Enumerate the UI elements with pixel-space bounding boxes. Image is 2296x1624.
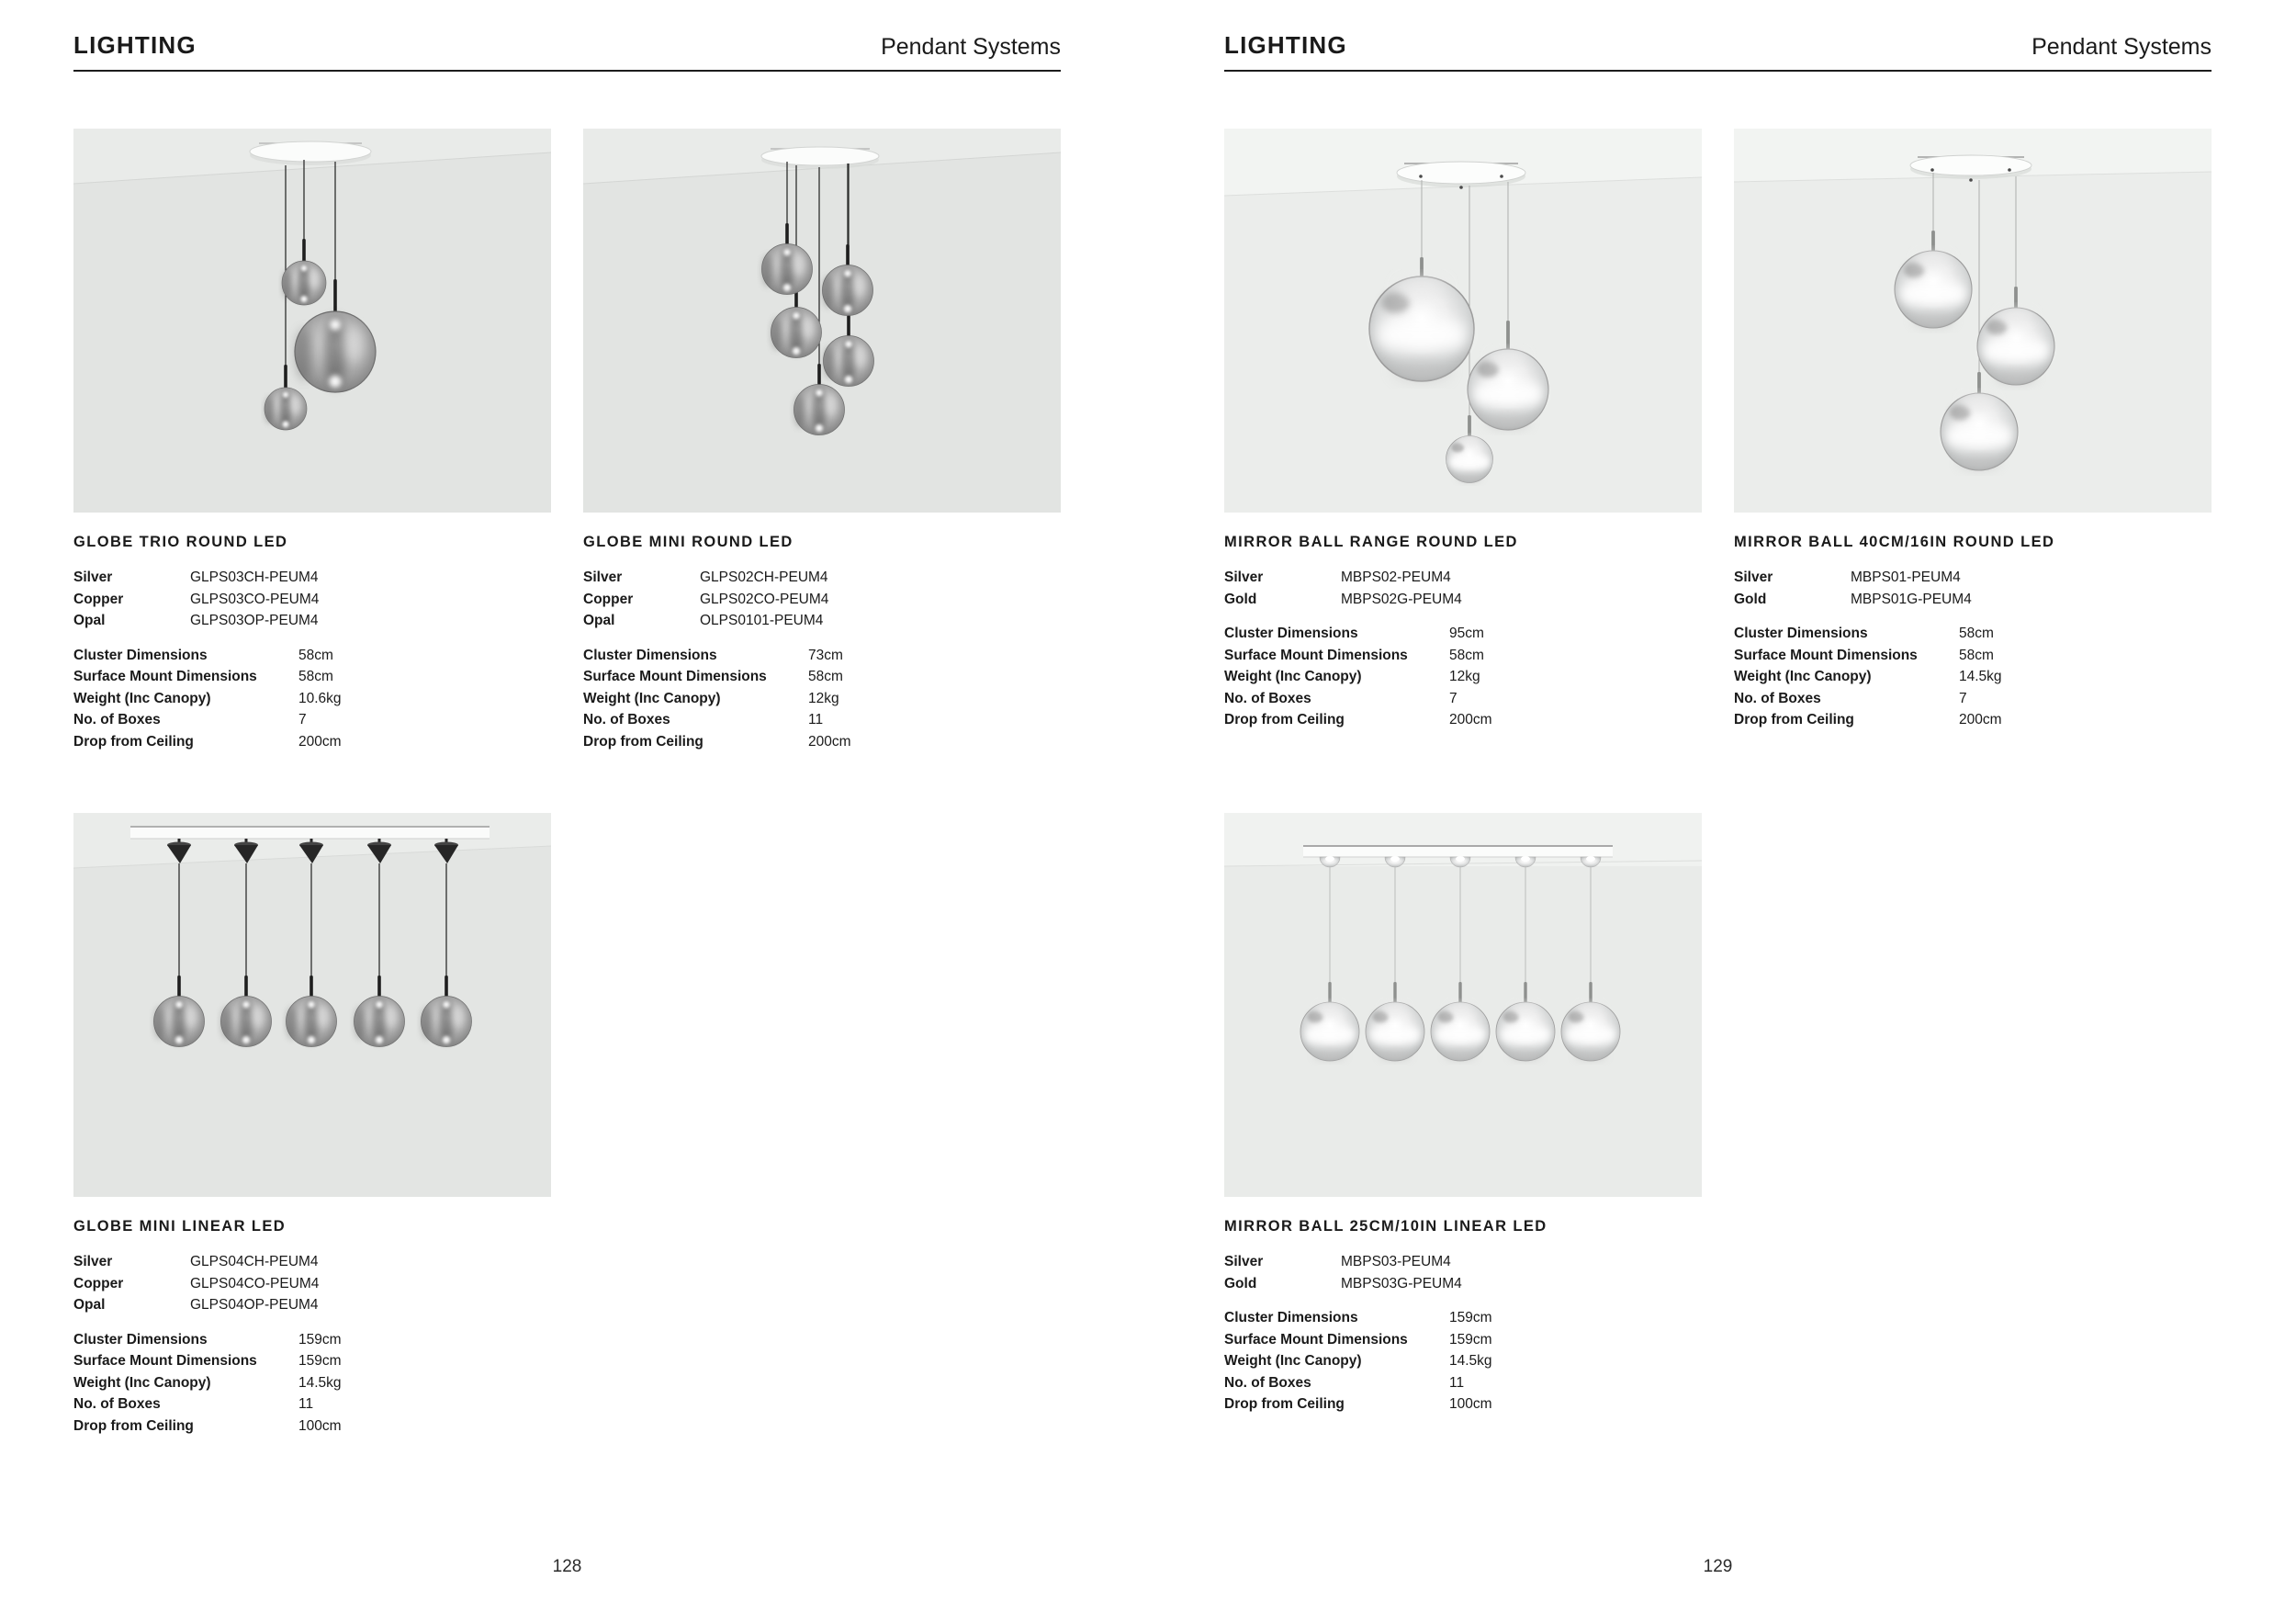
- spec-value: 58cm: [1959, 626, 1994, 641]
- spec-row: [583, 709, 1061, 731]
- color-code: GLPS04CO-PEUM4: [190, 1275, 320, 1291]
- color-code: MBPS02-PEUM4: [1341, 570, 1451, 585]
- mirror-ball: [1941, 393, 2018, 470]
- section-title: LIGHTING: [1224, 31, 1347, 59]
- ceiling-track: [130, 827, 490, 839]
- spec-row: [1224, 1329, 1702, 1351]
- color-row: [73, 1273, 551, 1295]
- color-code: MBPS01-PEUM4: [1851, 570, 1961, 585]
- color-name: Opal: [73, 1297, 106, 1313]
- spec-value: 12kg: [808, 690, 839, 706]
- mirror-ball: [1496, 1002, 1555, 1061]
- product-title: MIRROR BALL RANGE ROUND LED: [1224, 534, 1518, 550]
- product-title: GLOBE MINI LINEAR LED: [73, 1218, 287, 1235]
- product-globe-mini-round: [583, 129, 1061, 752]
- spec-value: 200cm: [1959, 712, 2002, 727]
- product-photo-globe-trio: [73, 129, 551, 513]
- spec-list: [1224, 623, 1702, 731]
- color-row: [73, 1294, 551, 1316]
- spec-value: 58cm: [808, 669, 843, 684]
- globe-pendant: [153, 996, 204, 1046]
- product-info: [1734, 533, 2212, 731]
- color-name: Copper: [73, 591, 124, 607]
- spec-label: Cluster Dimensions: [73, 1331, 208, 1348]
- ceiling-track: [1303, 846, 1613, 857]
- color-code: MBPS01G-PEUM4: [1851, 591, 1972, 607]
- color-row: [583, 589, 1061, 611]
- page-header: [73, 26, 1061, 72]
- spec-row: [73, 1393, 551, 1415]
- spec-row: [73, 1372, 551, 1394]
- color-name: Silver: [73, 570, 113, 585]
- spec-label: Surface Mount Dimensions: [1734, 647, 1918, 663]
- color-name: Copper: [73, 1275, 124, 1291]
- product-title: GLOBE TRIO ROUND LED: [73, 534, 288, 550]
- section-subtitle: Pendant Systems: [881, 34, 1061, 60]
- product-photo-globe-mini-linear: [73, 813, 551, 1197]
- spec-value: 159cm: [298, 1331, 342, 1348]
- spec-value: 200cm: [1449, 712, 1492, 727]
- spec-value: 11: [1449, 1374, 1465, 1391]
- spec-value: 200cm: [298, 733, 342, 750]
- spec-label: Weight (Inc Canopy): [1224, 1353, 1362, 1369]
- color-list: [1224, 567, 1702, 610]
- spec-value: 58cm: [1959, 647, 1994, 663]
- color-list: [1224, 1251, 1702, 1294]
- spec-label: No. of Boxes: [1734, 690, 1821, 706]
- color-code: GLPS02CH-PEUM4: [700, 570, 828, 585]
- spec-row: [583, 731, 1061, 753]
- spec-value: 12kg: [1449, 669, 1480, 684]
- product-info: [1224, 1217, 1702, 1415]
- spec-value: 200cm: [808, 733, 851, 750]
- spec-row: [73, 1415, 551, 1438]
- spec-row: [73, 709, 551, 731]
- spec-value: 58cm: [1449, 647, 1484, 663]
- mirror-ball: [1300, 1002, 1359, 1061]
- spec-label: Weight (Inc Canopy): [583, 690, 721, 706]
- spec-row: [1224, 1307, 1702, 1329]
- color-name: Gold: [1224, 591, 1257, 607]
- globe-pendant: [421, 996, 471, 1046]
- spec-value: 7: [1959, 690, 1967, 706]
- color-row: [583, 567, 1061, 589]
- mirror-ball-medium: [1468, 349, 1548, 430]
- globe-pendant: [286, 996, 336, 1046]
- globe-pendant: [761, 243, 812, 294]
- color-row: [73, 589, 551, 611]
- spec-label: Cluster Dimensions: [73, 647, 208, 663]
- page-number: 129: [1703, 1557, 1733, 1576]
- color-code: MBPS02G-PEUM4: [1341, 591, 1462, 607]
- color-name: Silver: [1224, 1254, 1264, 1269]
- spec-row: [1734, 688, 2212, 710]
- product-title: MIRROR BALL 40CM/16IN ROUND LED: [1734, 534, 2055, 550]
- color-row: [1734, 589, 2212, 611]
- product-mirror-ball-range: [1224, 129, 1702, 731]
- spec-label: Drop from Ceiling: [1224, 712, 1345, 727]
- spec-label: Surface Mount Dimensions: [583, 669, 767, 684]
- spec-row: [73, 731, 551, 753]
- spec-value: 58cm: [298, 647, 333, 663]
- color-list: [1734, 567, 2212, 610]
- mirror-ball-small: [1446, 436, 1493, 483]
- spec-label: Drop from Ceiling: [1734, 712, 1854, 727]
- spec-value: 11: [808, 712, 824, 727]
- product-title: GLOBE MINI ROUND LED: [583, 534, 793, 550]
- spec-row: [1224, 645, 1702, 667]
- spec-row: [1734, 666, 2212, 688]
- color-code: MBPS03G-PEUM4: [1341, 1275, 1462, 1291]
- spec-row: [583, 645, 1061, 667]
- spec-label: Weight (Inc Canopy): [73, 1374, 211, 1391]
- product-photo-mirror-ball-range: [1224, 129, 1702, 513]
- spec-label: No. of Boxes: [1224, 1374, 1311, 1391]
- globe-pendant: [354, 996, 404, 1046]
- spec-label: No. of Boxes: [583, 712, 670, 727]
- section-subtitle: Pendant Systems: [2032, 34, 2212, 60]
- spec-value: 159cm: [1449, 1331, 1492, 1348]
- globe-pendant-small: [282, 261, 326, 305]
- globe-pendant: [771, 307, 821, 357]
- spec-value: 73cm: [808, 647, 843, 663]
- color-code: GLPS03OP-PEUM4: [190, 613, 319, 628]
- spec-value: 11: [298, 1396, 314, 1412]
- spec-label: No. of Boxes: [73, 1396, 161, 1412]
- mirror-ball: [1561, 1002, 1620, 1061]
- color-row: [73, 1251, 551, 1273]
- color-list: [73, 567, 551, 632]
- mirror-ball: [1977, 308, 2054, 385]
- spec-list: [73, 1329, 551, 1438]
- spec-value: 100cm: [298, 1417, 342, 1434]
- color-name: Opal: [73, 613, 106, 628]
- spec-row: [1224, 709, 1702, 731]
- color-code: GLPS04CH-PEUM4: [190, 1254, 319, 1269]
- color-code: GLPS03CO-PEUM4: [190, 591, 320, 607]
- color-row: [1224, 1273, 1702, 1295]
- mirror-ball-large: [1369, 276, 1474, 381]
- page-number: 128: [552, 1557, 582, 1576]
- product-photo-mirror-ball-linear: [1224, 813, 1702, 1197]
- spec-value: 58cm: [298, 669, 333, 684]
- color-row: [1224, 567, 1702, 589]
- color-code: GLPS04OP-PEUM4: [190, 1297, 319, 1313]
- spec-label: Surface Mount Dimensions: [1224, 647, 1408, 663]
- spec-row: [1734, 645, 2212, 667]
- spec-label: Weight (Inc Canopy): [73, 690, 211, 706]
- color-row: [73, 610, 551, 632]
- color-name: Silver: [583, 570, 623, 585]
- mirror-ball: [1431, 1002, 1490, 1061]
- color-name: Silver: [1734, 570, 1773, 585]
- product-info: [1224, 533, 1702, 731]
- color-list: [73, 1251, 551, 1316]
- spec-label: Cluster Dimensions: [1224, 626, 1358, 641]
- catalog-page-left: [73, 0, 1061, 1624]
- globe-pendant-large: [295, 311, 376, 392]
- spec-value: 7: [298, 712, 307, 727]
- spec-list: [1224, 1307, 1702, 1415]
- section-title: LIGHTING: [73, 31, 197, 59]
- spec-value: 7: [1449, 690, 1458, 706]
- spec-row: [73, 688, 551, 710]
- globe-pendant-small: [264, 388, 307, 430]
- product-mirror-ball-linear: [1224, 813, 1702, 1415]
- color-row: [1734, 567, 2212, 589]
- spec-row: [73, 1350, 551, 1372]
- spec-value: 14.5kg: [298, 1374, 342, 1391]
- spec-label: No. of Boxes: [73, 712, 161, 727]
- spec-label: Drop from Ceiling: [73, 733, 194, 750]
- spec-row: [1224, 1350, 1702, 1372]
- mirror-ball: [1895, 251, 1972, 328]
- spec-label: Drop from Ceiling: [73, 1417, 194, 1434]
- color-name: Gold: [1734, 591, 1767, 607]
- product-photo-globe-mini-round: [583, 129, 1061, 513]
- spec-row: [583, 688, 1061, 710]
- spec-row: [1224, 1372, 1702, 1394]
- catalog-page-right: [1224, 0, 2212, 1624]
- spec-row: [1224, 688, 1702, 710]
- color-name: Gold: [1224, 1275, 1257, 1291]
- globe-pendant: [793, 384, 844, 434]
- spec-label: Cluster Dimensions: [1224, 1310, 1358, 1325]
- color-row: [1224, 1251, 1702, 1273]
- color-row: [583, 610, 1061, 632]
- color-code: MBPS03-PEUM4: [1341, 1254, 1451, 1269]
- color-name: Opal: [583, 613, 615, 628]
- product-info: [73, 1217, 551, 1437]
- spec-list: [583, 645, 1061, 753]
- ceiling-canopy: [761, 147, 879, 169]
- globe-pendant: [220, 996, 271, 1046]
- product-info: [73, 533, 551, 752]
- spec-value: 100cm: [1449, 1396, 1492, 1412]
- color-code: OLPS0101-PEUM4: [700, 613, 824, 628]
- spec-row: [1224, 623, 1702, 645]
- spec-row: [1224, 1393, 1702, 1415]
- spec-label: Weight (Inc Canopy): [1734, 669, 1872, 684]
- spec-row: [1734, 709, 2212, 731]
- product-photo-mirror-ball-40cm: [1734, 129, 2212, 513]
- spec-value: 14.5kg: [1959, 669, 2002, 684]
- spec-label: Weight (Inc Canopy): [1224, 669, 1362, 684]
- spec-row: [583, 666, 1061, 688]
- page-header: [1224, 26, 2212, 72]
- color-name: Silver: [73, 1254, 113, 1269]
- product-globe-trio-round: [73, 129, 551, 752]
- spec-label: Cluster Dimensions: [583, 647, 717, 663]
- product-globe-mini-linear: [73, 813, 551, 1437]
- spec-value: 95cm: [1449, 626, 1484, 641]
- mirror-ball: [1366, 1002, 1424, 1061]
- spec-label: Surface Mount Dimensions: [73, 669, 257, 684]
- product-title: MIRROR BALL 25CM/10IN LINEAR LED: [1224, 1218, 1548, 1235]
- color-code: GLPS03CH-PEUM4: [190, 570, 319, 585]
- spec-label: Drop from Ceiling: [583, 733, 703, 750]
- globe-pendant: [823, 335, 873, 386]
- spec-value: 14.5kg: [1449, 1353, 1492, 1369]
- spec-value: 159cm: [1449, 1310, 1492, 1325]
- spec-label: Surface Mount Dimensions: [73, 1353, 257, 1369]
- spec-value: 10.6kg: [298, 690, 342, 706]
- spec-row: [73, 666, 551, 688]
- product-info: [583, 533, 1061, 752]
- color-row: [73, 567, 551, 589]
- spec-row: [1734, 623, 2212, 645]
- color-row: [1224, 589, 1702, 611]
- product-mirror-ball-40cm: [1734, 129, 2212, 731]
- spec-list: [73, 645, 551, 753]
- spec-value: 159cm: [298, 1353, 342, 1369]
- color-list: [583, 567, 1061, 632]
- color-code: GLPS02CO-PEUM4: [700, 591, 829, 607]
- spec-label: Cluster Dimensions: [1734, 626, 1868, 641]
- spec-row: [73, 1329, 551, 1351]
- spec-row: [1224, 666, 1702, 688]
- color-name: Silver: [1224, 570, 1264, 585]
- color-name: Copper: [583, 591, 634, 607]
- globe-pendant: [822, 265, 872, 315]
- spec-label: No. of Boxes: [1224, 690, 1311, 706]
- ceiling-canopy: [250, 141, 371, 165]
- spec-list: [1734, 623, 2212, 731]
- spec-row: [73, 645, 551, 667]
- spec-label: Surface Mount Dimensions: [1224, 1331, 1408, 1348]
- spec-label: Drop from Ceiling: [1224, 1396, 1345, 1412]
